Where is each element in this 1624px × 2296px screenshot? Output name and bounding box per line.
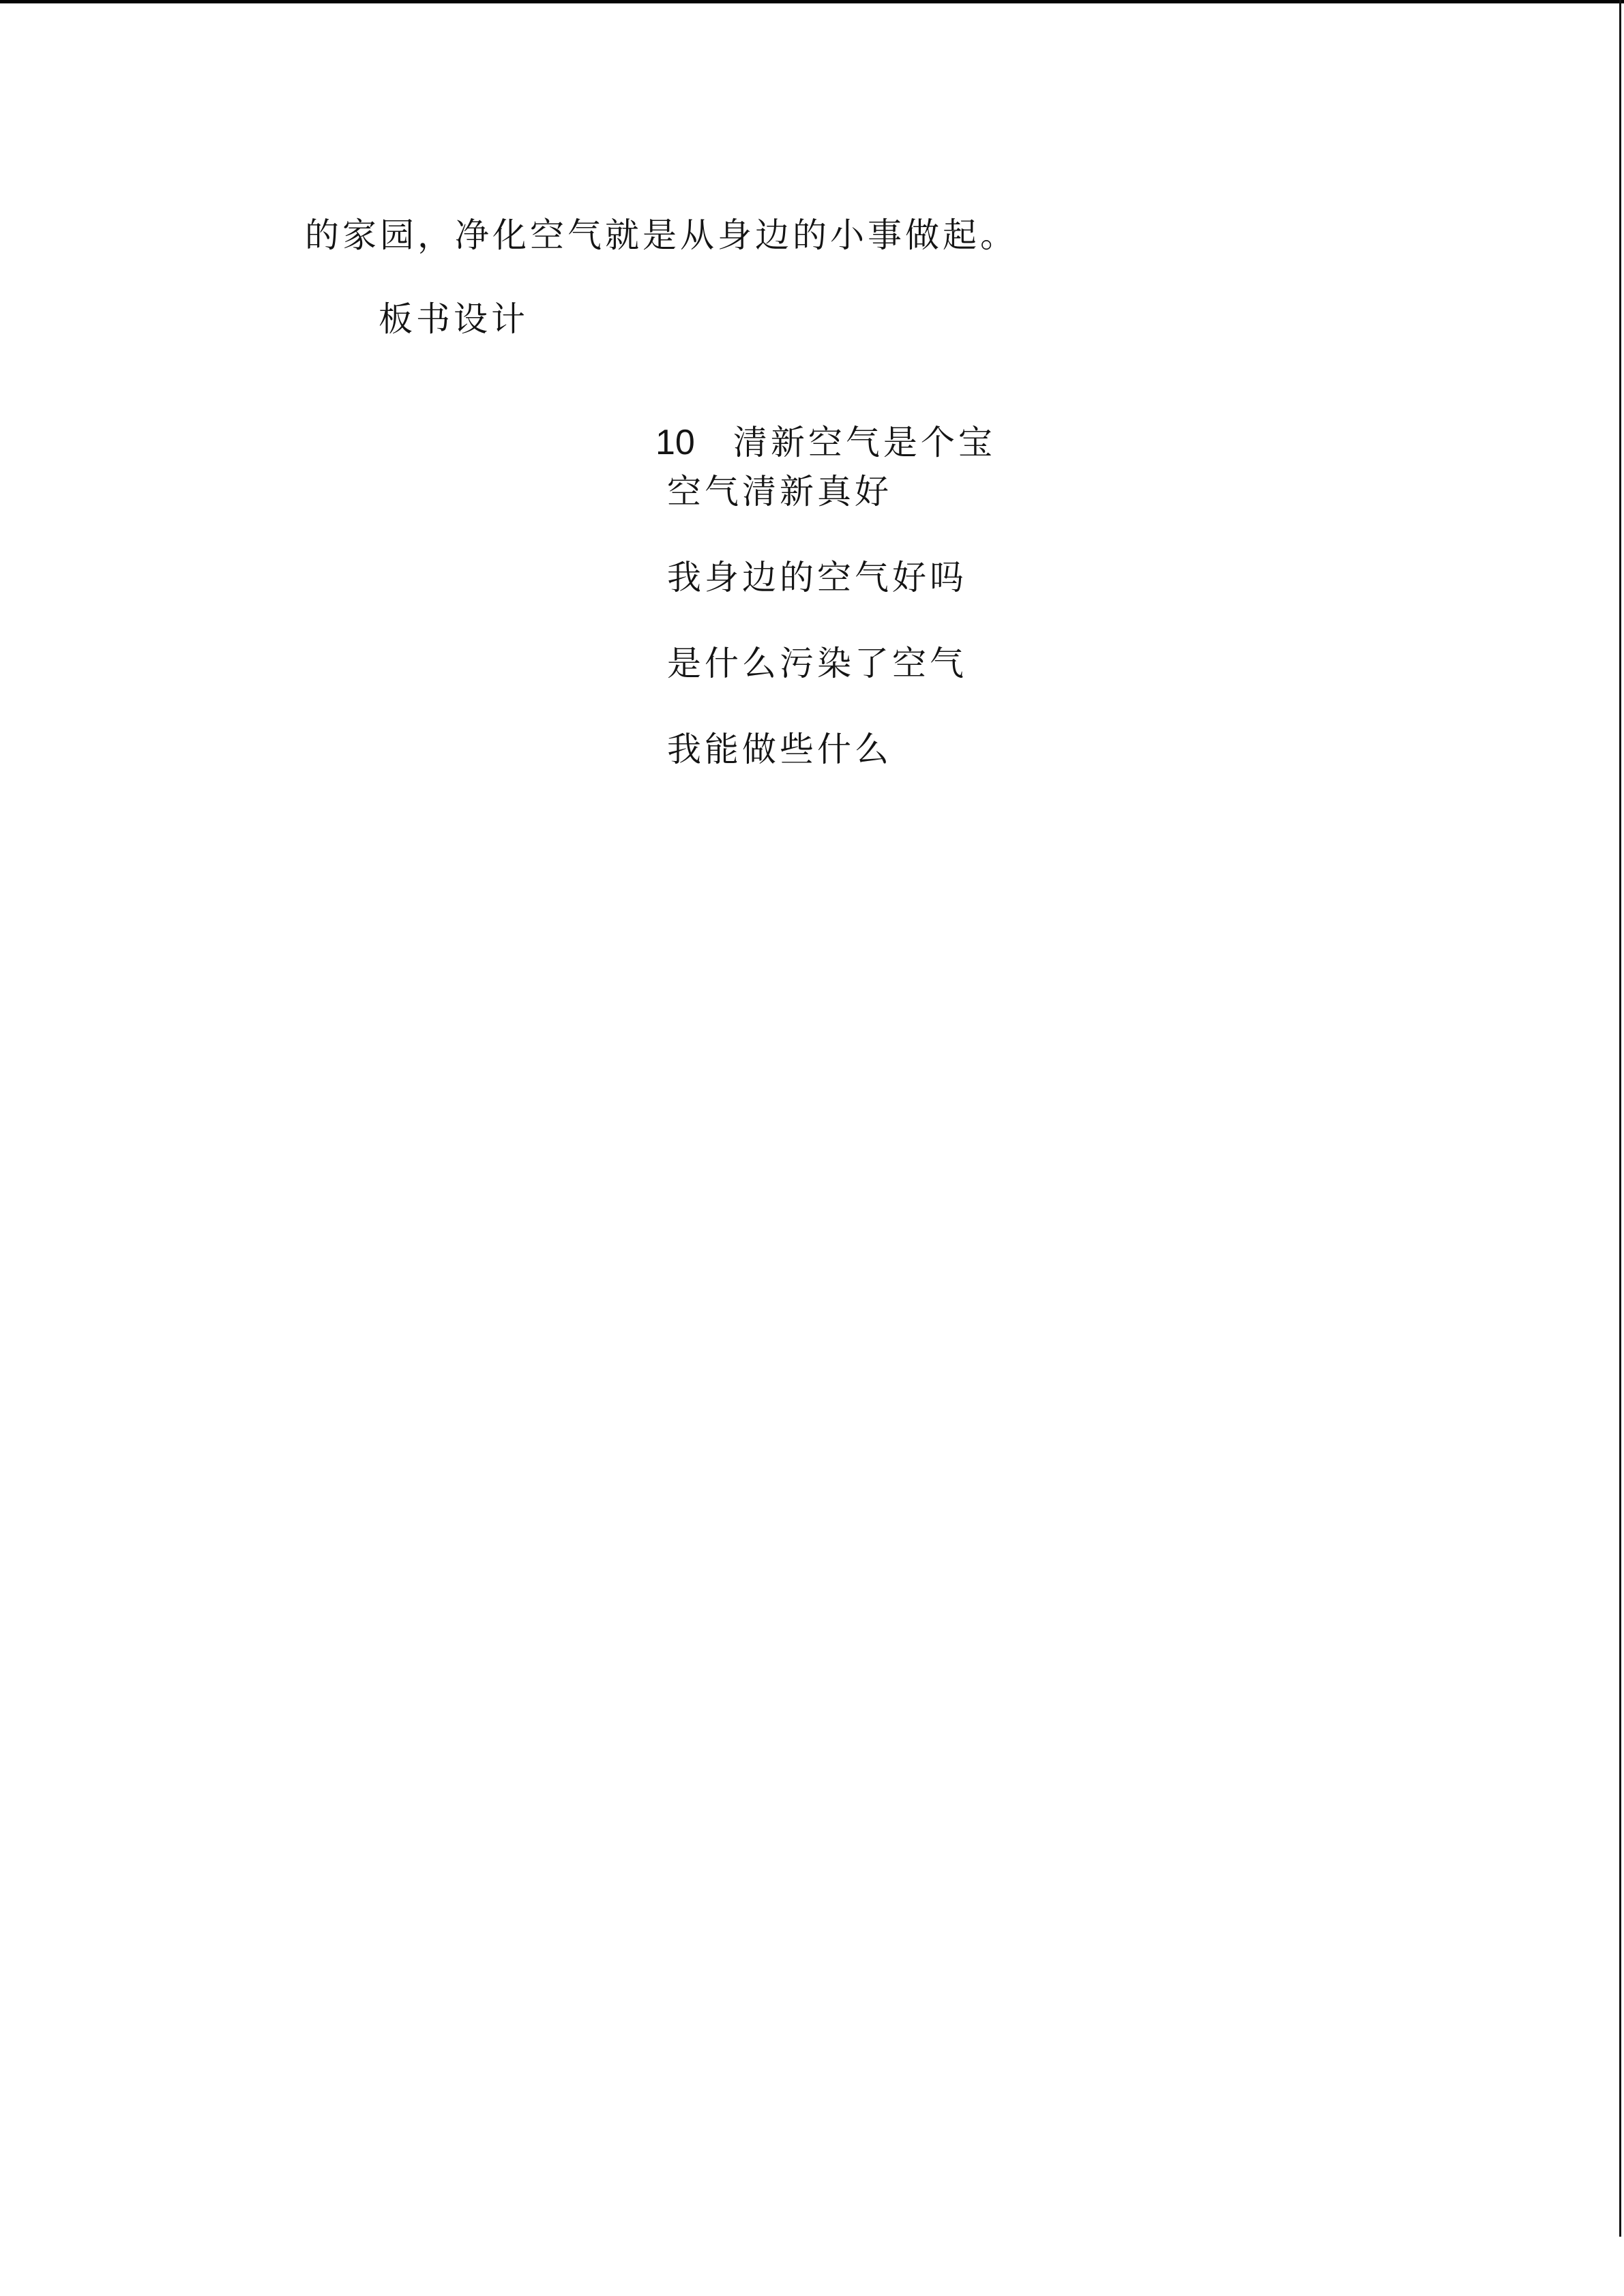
body-paragraph: 的家园，净化空气就是从身边的小事做起。 <box>305 216 1018 254</box>
board-outline-item: 是什么污染了空气 <box>667 644 967 683</box>
board-outline-item: 我能做些什么 <box>667 730 892 769</box>
section-heading: 板书设计 <box>379 300 529 338</box>
lesson-title: 清新空气是个宝 <box>733 423 996 462</box>
page-top-edge-artifact <box>0 0 1624 3</box>
page-right-edge-artifact <box>1619 0 1621 2237</box>
lesson-number: 10 <box>655 423 695 462</box>
board-outline-item: 我身边的空气好吗 <box>667 558 967 597</box>
board-outline-item: 空气清新真好 <box>667 473 892 511</box>
